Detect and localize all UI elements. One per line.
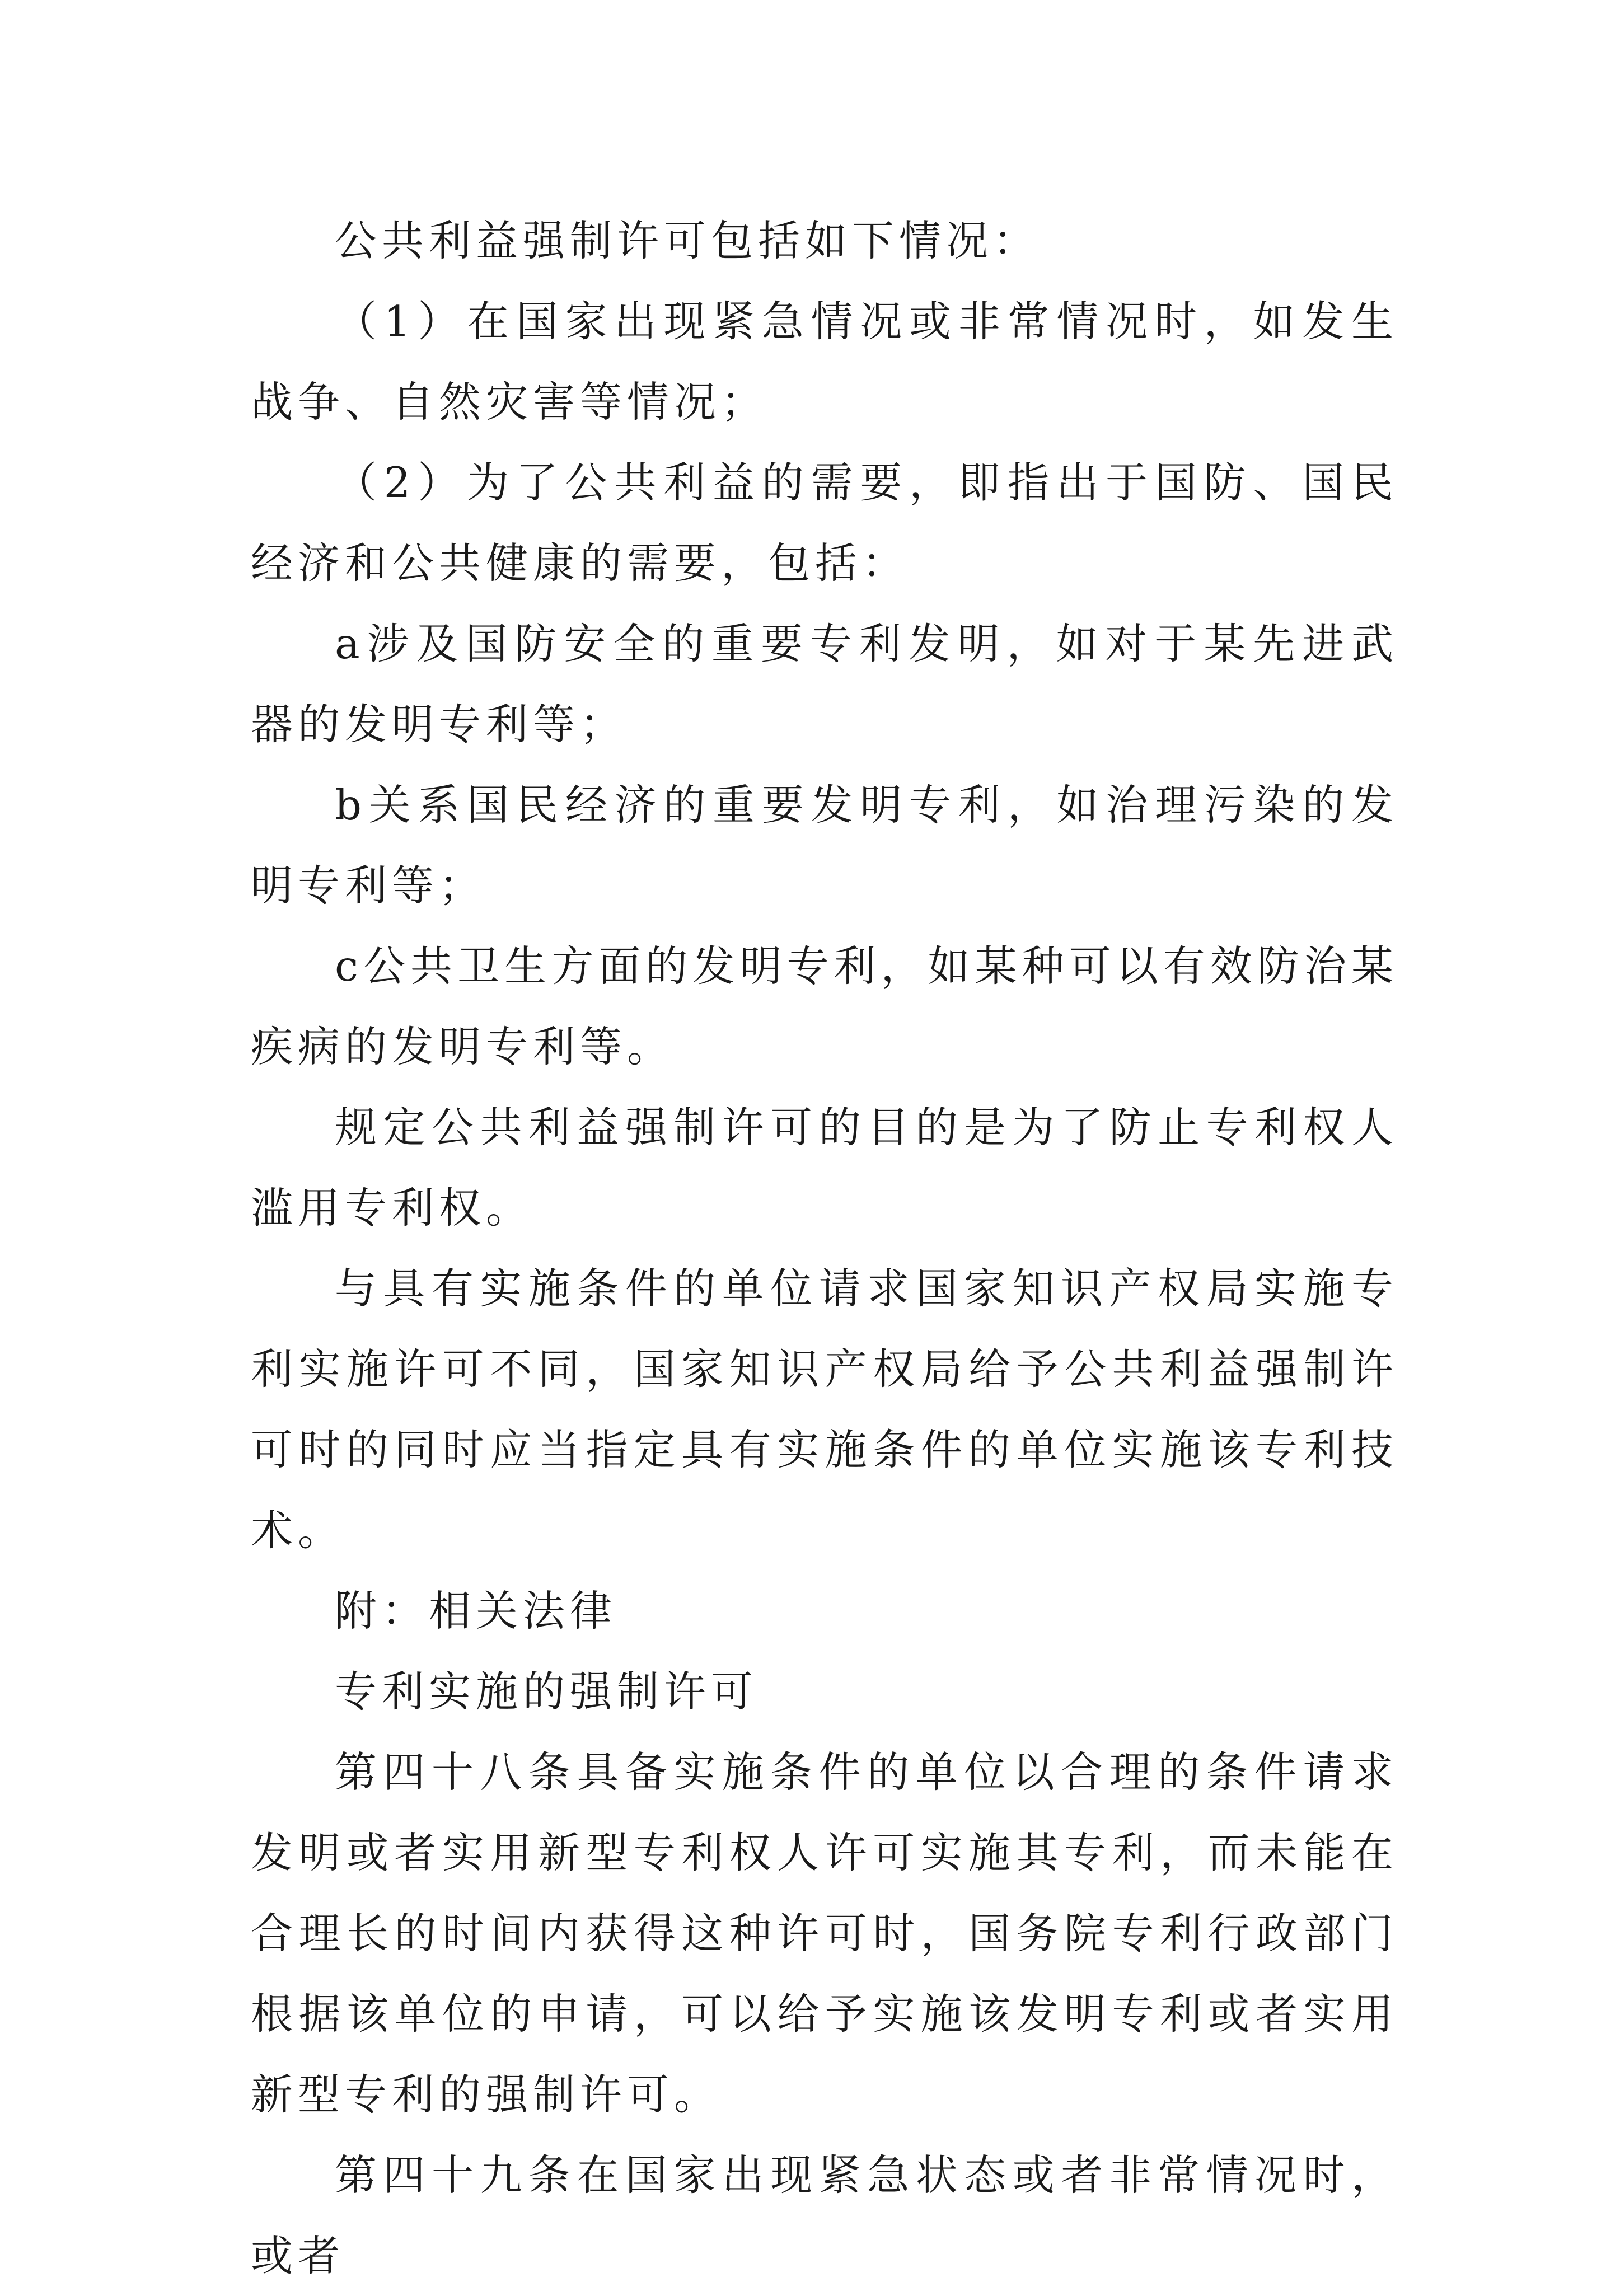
paragraph-article-48: 第四十八条具备实施条件的单位以合理的条件请求发明或者实用新型专利权人许可实施其专利，而未能在合理长的时间内获得这种许可时，国务院专利行政部门根据该单位的申请，可以给予实施该发明专利或者实用新型专利的强制许可。 [251,1747,1398,2119]
paragraph-item-c: c公共卫生方面的发明专利，如某种可以有效防治某疾病的发明专利等。 [251,941,1398,1071]
paragraph-item-b: b关系国民经济的重要发明专利，如治理污染的发明专利等； [251,780,1398,910]
paragraph-article-49: 第四十九条在国家出现紧急状态或者非常情况时，或者 [251,2150,1398,2280]
paragraph-appendix-heading: 附：相关法律 [335,1586,617,1636]
paragraph-purpose: 规定公共利益强制许可的目的是为了防止专利权人滥用专利权。 [251,1103,1398,1233]
paragraph-item-2: （2）为了公共利益的需要，即指出于国防、国民经济和公共健康的需要，包括： [251,458,1398,588]
document-body [251,200,1398,2296]
paragraph-difference: 与具有实施条件的单位请求国家知识产权局实施专利实施许可不同，国家知识产权局给予公共利益强制许可时的同时应当指定具有实施条件的单位实施该专利技术。 [251,1264,1398,1555]
paragraph-section-heading: 专利实施的强制许可 [335,1667,759,1716]
paragraph-item-1: （1）在国家出现紧急情况或非常情况时，如发生战争、自然灾害等情况； [251,297,1398,427]
paragraph-item-a: a涉及国防安全的重要专利发明，如对于某先进武器的发明专利等； [251,619,1398,749]
paragraph-public-interest-intro: 公共利益强制许可包括如下情况： [335,216,1041,265]
